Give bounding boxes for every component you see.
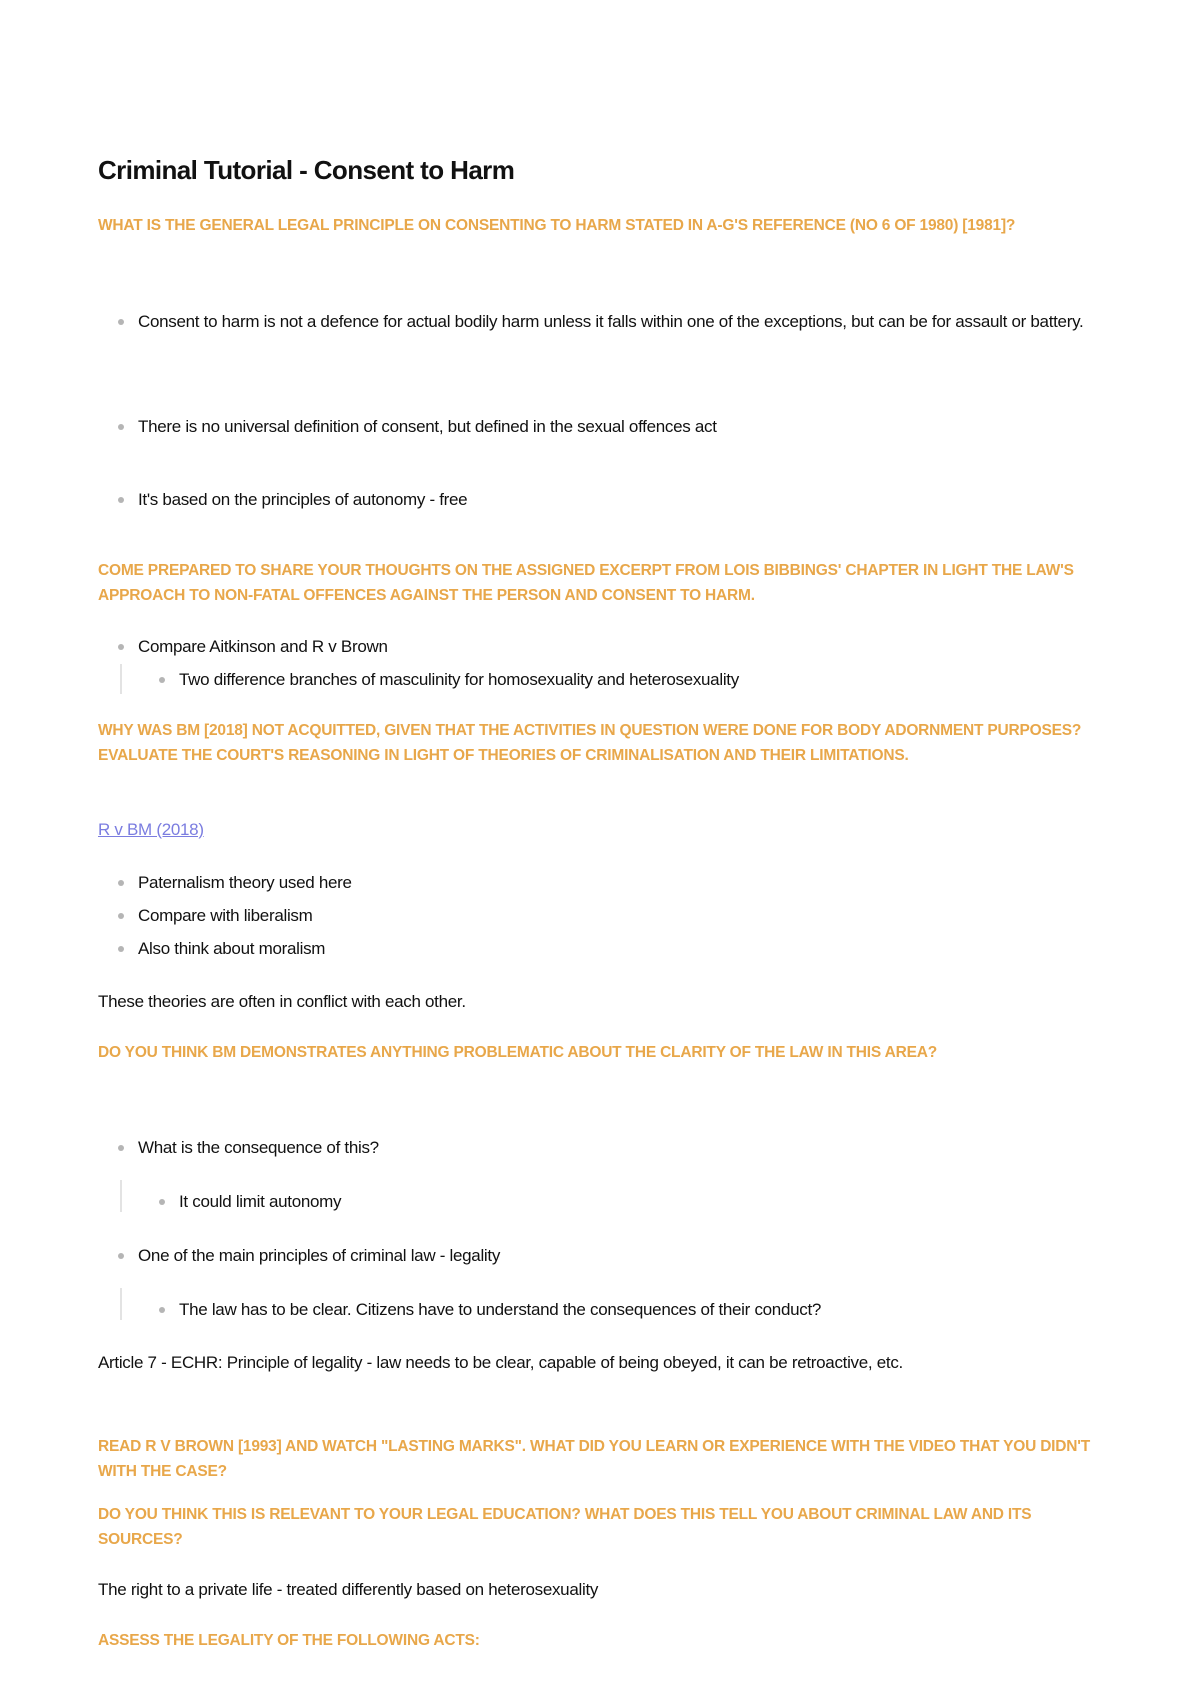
- paragraph: These theories are often in conflict with each other.: [98, 992, 466, 1011]
- nested-list-item: It could limit autonomy: [179, 1186, 1099, 1217]
- question-heading-4: DO YOU THINK BM DEMONSTRATES ANYTHING PROBLEMATIC ABOUT THE CLARITY OF THE LAW IN THIS AREA?: [98, 1044, 937, 1061]
- question-heading-6: DO YOU THINK THIS IS RELEVANT TO YOUR LEGAL EDUCATION? WHAT DOES THIS TELL YOU ABOUT CRIMINAL LAW AND ITS SOURCES?: [98, 1506, 1032, 1548]
- nested-list-item: The law has to be clear. Citizens have to understand the consequences of their conduct?: [179, 1294, 1099, 1325]
- paragraph: The right to a private life - treated differently based on heterosexuality: [98, 1580, 599, 1599]
- list-item: It's based on the principles of autonomy - free: [138, 484, 1098, 515]
- list-item: Also think about moralism: [138, 933, 1098, 964]
- question-heading-2: COME PREPARED TO SHARE YOUR THOUGHTS ON THE ASSIGNED EXCERPT FROM LOIS BIBBINGS' CHAPTER IN LIGHT THE LAW'S APPROACH TO NON-FATAL OFFENCES AGAINST THE PERSON AND CONSENT TO HARM.: [98, 562, 1074, 604]
- nested-indent-bar: [120, 1288, 122, 1320]
- case-link-r-v-bm[interactable]: R v BM (2018): [98, 820, 204, 839]
- list-item: Consent to harm is not a defence for actual bodily harm unless it falls within one of the exceptions, but can be for assault or battery.: [138, 306, 1098, 337]
- nested-list-item: Two difference branches of masculinity for homosexuality and heterosexuality: [179, 664, 1099, 695]
- list-item: What is the consequence of this?: [138, 1132, 1098, 1163]
- question-heading-3: WHY WAS BM [2018] NOT ACQUITTED, GIVEN THAT THE ACTIVITIES IN QUESTION WERE DONE FOR BODY ADORNMENT PURPOSES? EVALUATE THE COURT'S REASONING IN LIGHT OF THEORIES OF CRIMINALISATION AND THEIR LIMITATIONS.: [98, 722, 1082, 764]
- question-heading-1: WHAT IS THE GENERAL LEGAL PRINCIPLE ON CONSENTING TO HARM STATED IN A-G'S REFERENCE (NO 6 OF 1980) [1981]?: [98, 217, 1016, 234]
- nested-indent-bar: [120, 664, 122, 694]
- page-title: Criminal Tutorial - Consent to Harm: [98, 155, 515, 185]
- list-item: Compare Aitkinson and R v Brown: [138, 631, 1098, 662]
- list-item: One of the main principles of criminal law - legality: [138, 1240, 1098, 1271]
- list-item: There is no universal definition of consent, but defined in the sexual offences act: [138, 411, 1098, 442]
- list-item: Compare with liberalism: [138, 900, 1098, 931]
- question-heading-5: READ R V BROWN [1993] AND WATCH "LASTING MARKS". WHAT DID YOU LEARN OR EXPERIENCE WITH THE VIDEO THAT YOU DIDN'T WITH THE CASE?: [98, 1438, 1091, 1480]
- nested-indent-bar: [120, 1180, 122, 1212]
- question-heading-7: ASSESS THE LEGALITY OF THE FOLLOWING ACTS:: [98, 1632, 480, 1649]
- list-item: Paternalism theory used here: [138, 867, 1098, 898]
- paragraph: Article 7 - ECHR: Principle of legality - law needs to be clear, capable of being obeyed, it can be retroactive, etc.: [98, 1353, 903, 1372]
